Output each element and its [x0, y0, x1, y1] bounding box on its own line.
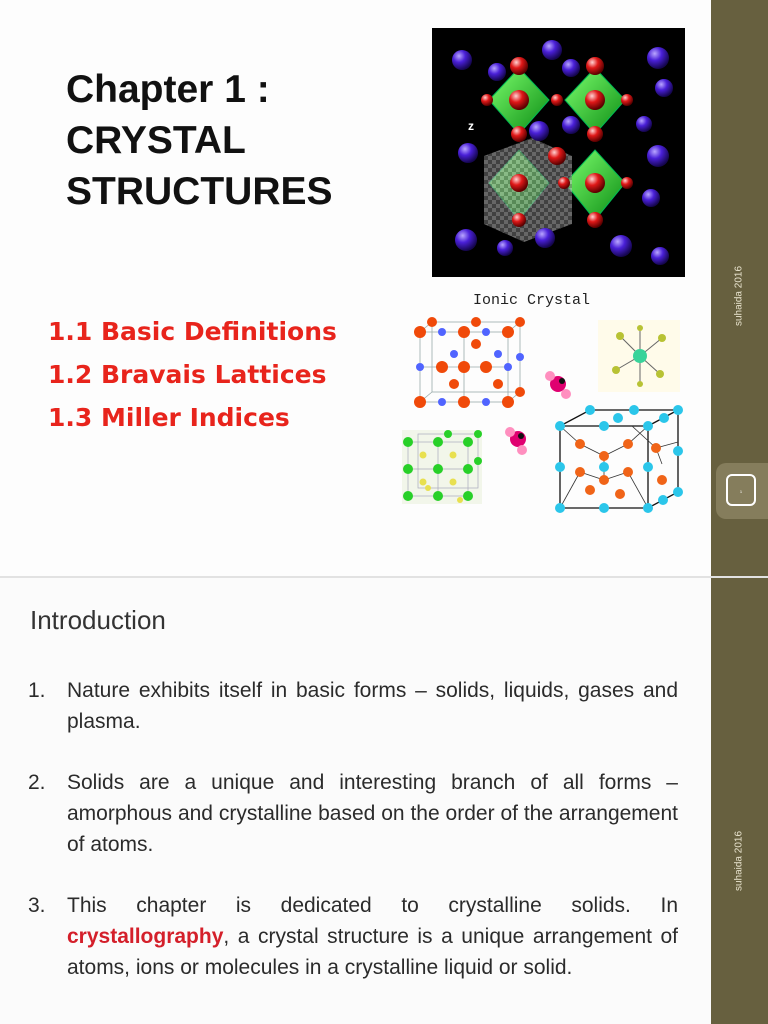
- toc-item-bravais-lattices: 1.2 Bravais Lattices: [48, 360, 327, 389]
- sidebar-strip: [711, 578, 768, 1024]
- list-item-number: 2.: [28, 771, 46, 794]
- table-of-contents: [48, 310, 337, 439]
- slide-title: [66, 64, 333, 217]
- introduction-slide: [0, 578, 768, 1024]
- octahedral-complex: [598, 320, 680, 392]
- zinc-blende-lattice: [555, 405, 683, 513]
- intro-list: [28, 675, 678, 983]
- list-item-text: Nature exhibits itself in basic forms – solids, liquids, gases and plasma.: [67, 679, 678, 733]
- list-item: [28, 767, 678, 860]
- image-caption: Ionic Crystal: [473, 292, 591, 309]
- intro-heading: Introduction: [30, 605, 166, 635]
- lattice-collage-image: [400, 314, 690, 514]
- axis-label-z: z: [468, 119, 474, 133]
- crystal-structure-image: [432, 28, 685, 277]
- list-item-number: 3.: [28, 894, 46, 917]
- title-line-3: STRUCTURES: [66, 170, 333, 213]
- highlighted-term-crystallography: crystallography: [67, 925, 224, 948]
- page-number-tab: [716, 463, 768, 519]
- list-item-number: 1.: [28, 679, 46, 702]
- sidebar-author-text: suhaida 2016: [733, 830, 745, 892]
- list-item-text: Solids are a unique and interesting branch of all forms – amorphous and crystalline based on the order of the arrangement of atoms.: [67, 771, 678, 856]
- toc-item-basic-definitions: 1.1 Basic Definitions: [48, 317, 337, 346]
- title-line-2: CRYSTAL: [66, 119, 246, 162]
- molecule-atoms: [505, 371, 571, 455]
- list-item: [28, 675, 678, 737]
- list-item-text-start: This chapter is dedicated to crystalline solids. In: [67, 894, 678, 917]
- title-line-1: Chapter 1 :: [66, 68, 270, 111]
- toc-item-miller-indices: 1.3 Miller Indices: [48, 403, 290, 432]
- green-lattice: [402, 430, 482, 504]
- list-item: [28, 890, 678, 983]
- page-number: 1: [726, 474, 756, 506]
- list-item-text-end: , a crystal structure is a unique arrangement of atoms, ions or molecules in a crystalline liquid or solid.: [67, 925, 678, 979]
- sidebar-author-text: suhaida 2016: [733, 265, 745, 327]
